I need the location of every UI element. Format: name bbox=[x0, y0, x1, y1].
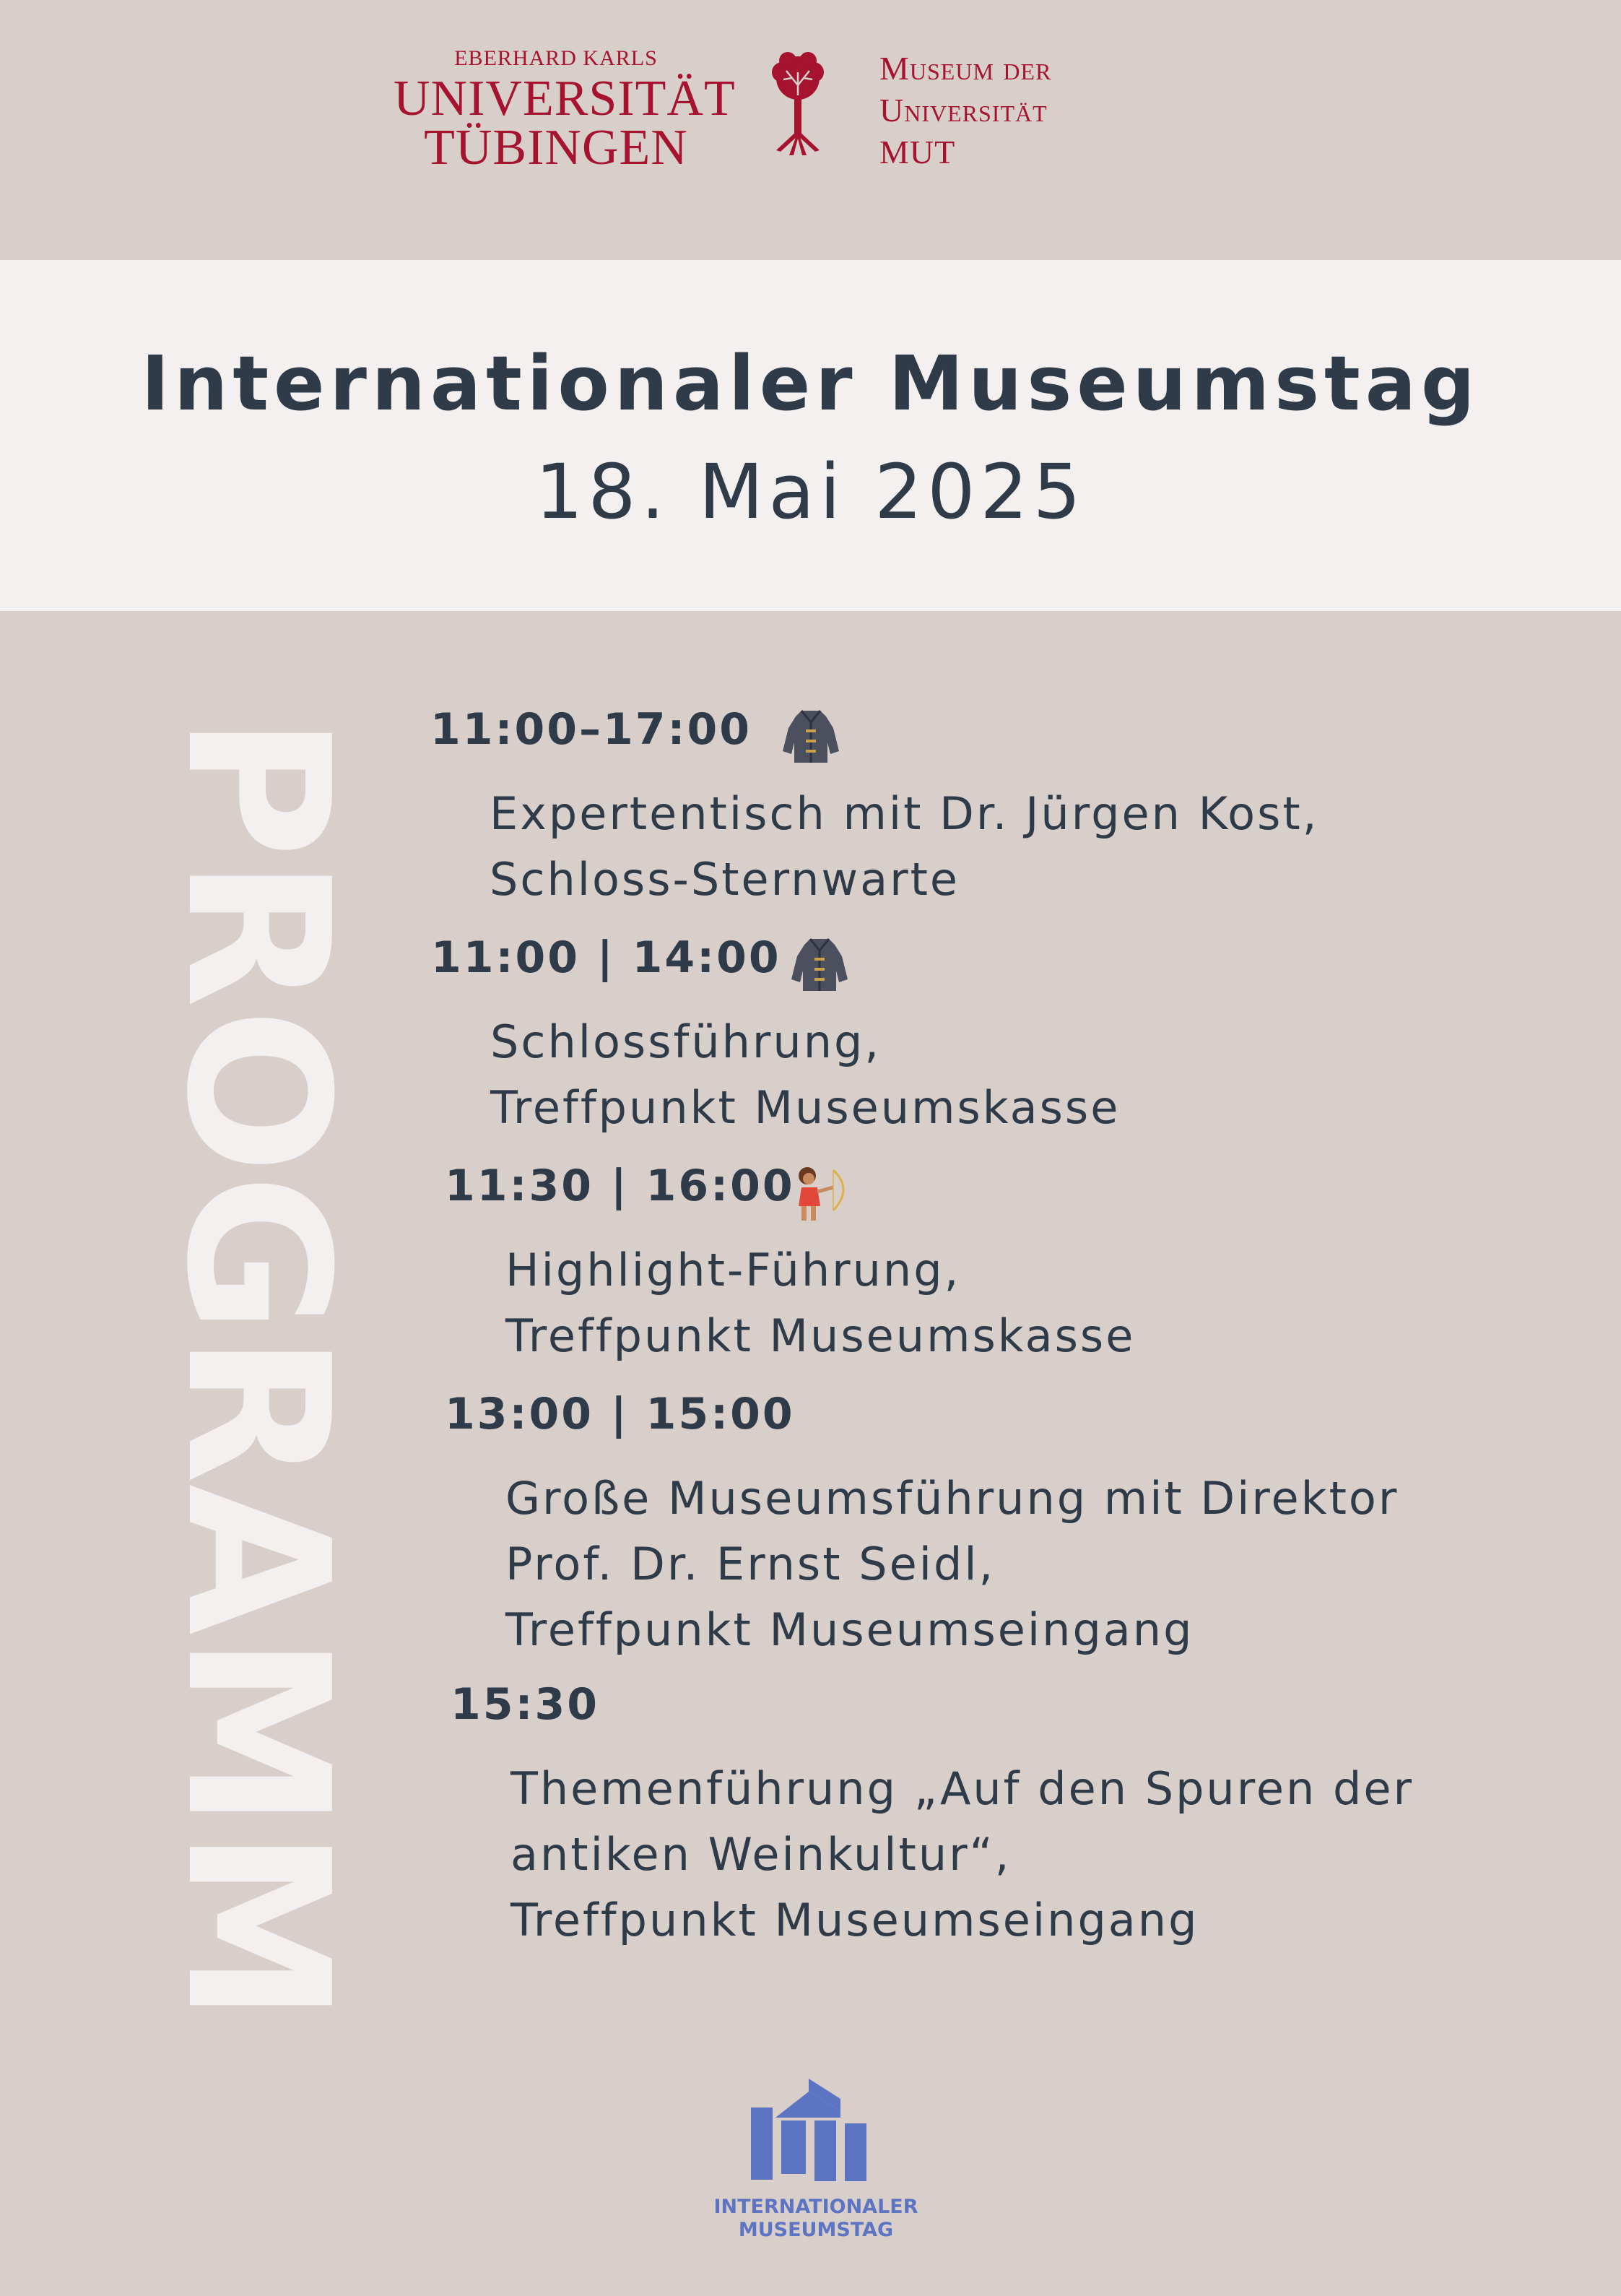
university-logo-line3: TÜBINGEN bbox=[424, 120, 688, 176]
event-date: 18. Mai 2025 bbox=[535, 448, 1086, 536]
program-desc-2 bbox=[490, 1009, 1120, 1140]
program-desc-5-line3: Treffpunkt Museumseingang bbox=[510, 1894, 1199, 1946]
program-desc-4-line3: Treffpunkt Museumseingang bbox=[505, 1603, 1194, 1656]
program-desc-2-line1: Schlossführung, bbox=[490, 1015, 882, 1068]
museum-day-logo-text bbox=[672, 2196, 960, 2242]
program-desc-5-line2: antiken Weinkultur“, bbox=[510, 1828, 1012, 1881]
program-desc-4-line2: Prof. Dr. Ernst Seidl, bbox=[505, 1538, 996, 1590]
university-logo-line1: EBERHARD KARLS bbox=[454, 46, 658, 70]
page-title: Internationaler Museumstag bbox=[141, 339, 1480, 428]
title-band bbox=[0, 260, 1621, 611]
coat-icon bbox=[788, 935, 851, 995]
program-time-1: 11:00–17:00 bbox=[430, 704, 752, 755]
coat-icon bbox=[780, 706, 842, 767]
program-vertical-heading: PROGRAMM bbox=[144, 715, 371, 2024]
program-desc-3 bbox=[505, 1237, 1135, 1369]
program-desc-1 bbox=[490, 781, 1318, 912]
tree-logo-icon bbox=[762, 51, 834, 159]
museum-logo-line3: MUT bbox=[879, 134, 956, 170]
program-time-5: 15:30 bbox=[451, 1679, 599, 1730]
university-logo bbox=[394, 46, 736, 176]
program-desc-4 bbox=[505, 1465, 1399, 1663]
museum-day-logo-line2: MUSEUMSTAG bbox=[738, 2219, 894, 2241]
program-time-2: 11:00 | 14:00 bbox=[431, 932, 781, 983]
program-time-4: 13:00 | 15:00 bbox=[445, 1389, 795, 1439]
child-archer-icon bbox=[787, 1164, 856, 1225]
program-desc-4-line1: Große Museumsführung mit Direktor bbox=[505, 1472, 1399, 1525]
program-desc-2-line2: Treffpunkt Museumskasse bbox=[490, 1081, 1121, 1134]
university-logo-line2: UNIVERSITÄT bbox=[394, 71, 736, 126]
program-desc-3-line1: Highlight-Führung, bbox=[505, 1244, 961, 1296]
program-time-3: 11:30 | 16:00 bbox=[445, 1161, 795, 1211]
museum-logo-line1: Museum der bbox=[879, 50, 1052, 87]
museum-logo-line2: Universität bbox=[879, 92, 1048, 129]
program-desc-1-line2: Schloss-Sternwarte bbox=[490, 853, 960, 906]
program-desc-1-line1: Expertentisch mit Dr. Jürgen Kost, bbox=[490, 787, 1319, 840]
museum-day-logo-icon bbox=[751, 2079, 874, 2188]
museum-day-logo-line1: INTERNATIONALER bbox=[713, 2196, 918, 2218]
program-desc-3-line2: Treffpunkt Museumskasse bbox=[505, 1309, 1136, 1362]
museum-logo bbox=[879, 48, 1051, 173]
program-desc-5 bbox=[510, 1756, 1414, 1953]
program-desc-5-line1: Themenführung „Auf den Spuren der bbox=[510, 1762, 1414, 1815]
